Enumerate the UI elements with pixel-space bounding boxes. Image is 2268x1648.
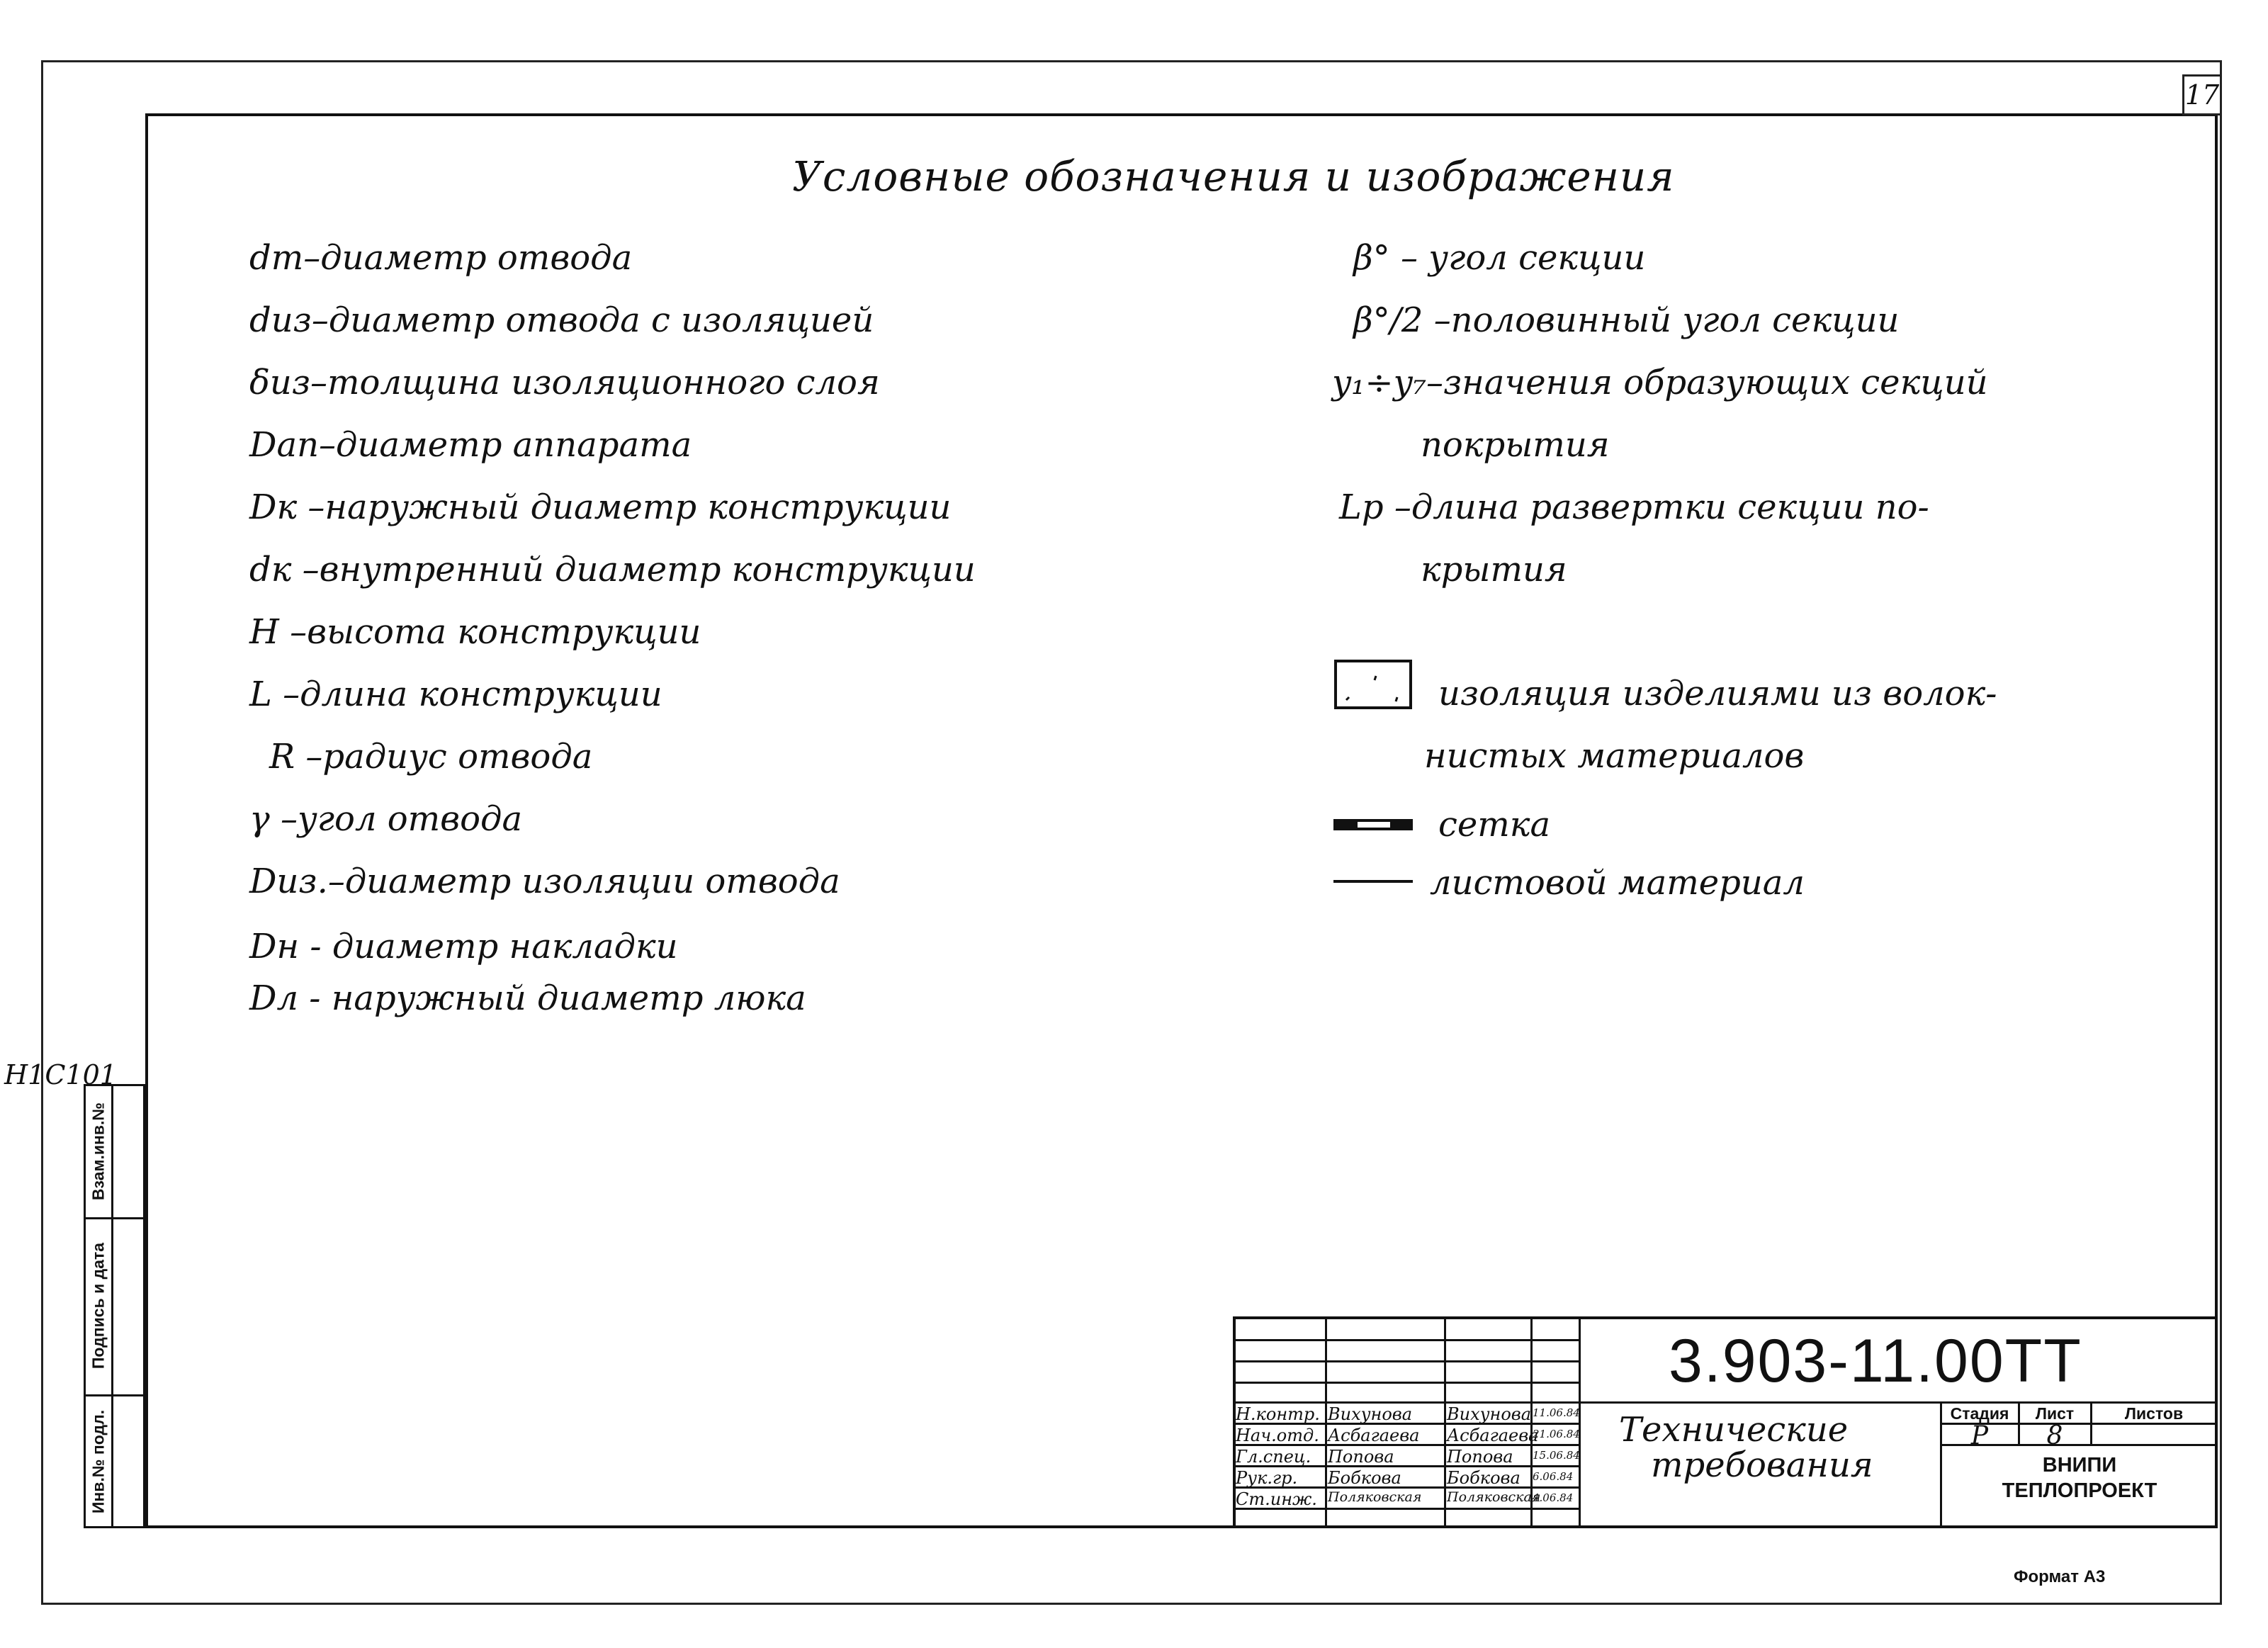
signature-date: 4.06.84 bbox=[1533, 1491, 1574, 1504]
sheets-label: Листов bbox=[2124, 1404, 2184, 1423]
signature-date: 21.06.84 bbox=[1533, 1428, 1580, 1440]
legend-item: H –высота конструкции bbox=[249, 612, 701, 652]
legend-item: Dл - наружный диаметр люка bbox=[249, 978, 806, 1018]
legend-item-lp: Lр –длина развертки секции по- bbox=[1339, 487, 1929, 527]
signature-sign: Вихунова bbox=[1447, 1404, 1532, 1424]
drawing-code: Н1С101 bbox=[4, 1059, 117, 1090]
legend-item-beta-half: β°/2 –половинный угол секции bbox=[1353, 300, 1900, 340]
signature-role: Гл.спец. bbox=[1236, 1447, 1311, 1467]
legend-item: dт–диаметр отвода bbox=[249, 238, 633, 278]
insulation-symbol-icon bbox=[1333, 659, 1413, 710]
legend-item-mesh: сетка bbox=[1438, 805, 1551, 845]
signature-role: Н.контр. bbox=[1236, 1404, 1320, 1424]
organization: ВНИПИ bbox=[2042, 1454, 2117, 1477]
signature-name: Бобкова bbox=[1328, 1468, 1401, 1488]
signature-role: Рук.гр. bbox=[1236, 1468, 1298, 1488]
format-label: Формат А3 bbox=[2014, 1567, 2106, 1586]
stage-value: Р bbox=[1970, 1421, 1989, 1450]
sheet-value: 8 bbox=[2046, 1421, 2063, 1450]
sheet-number: 17 bbox=[2182, 74, 2222, 115]
legend-item: Dап–диаметр аппарата bbox=[249, 425, 692, 465]
side-label-sign: Подпись и дата bbox=[89, 1242, 108, 1370]
legend-item-insulation: изоляция изделиями из волок- bbox=[1438, 674, 1997, 713]
signature-sign: Асбагаева bbox=[1447, 1426, 1539, 1445]
legend-item: Dиз.–диаметр изоляции отвода bbox=[249, 862, 840, 901]
document-name: требования bbox=[1651, 1445, 1873, 1485]
signature-date: 11.06.84 bbox=[1533, 1406, 1580, 1419]
organization: ТЕПЛОПРОЕКТ bbox=[2002, 1479, 2157, 1502]
side-label-swap: Взам.инв.№ bbox=[89, 1102, 108, 1201]
signature-role: Ст.инж. bbox=[1236, 1489, 1317, 1509]
legend-item-y-values: y₁÷y₇–значения образующих секций bbox=[1332, 363, 1988, 402]
legend-item-continuation: нистых материалов bbox=[1424, 736, 1805, 776]
side-label-inv: Инв.№ подл. bbox=[89, 1409, 108, 1514]
legend-item: γ –угол отвода bbox=[249, 799, 523, 839]
legend-item: R –радиус отвода bbox=[269, 737, 593, 777]
legend-item: dк –внутренний диаметр конструкции bbox=[249, 550, 976, 589]
signature-sign: Бобкова bbox=[1447, 1468, 1521, 1488]
legend-item: L –длина конструкции bbox=[249, 675, 662, 714]
signature-name: Вихунова bbox=[1328, 1404, 1413, 1424]
legend-item-beta: β° – угол секции bbox=[1353, 238, 1646, 278]
signature-sign: Поляковская bbox=[1447, 1489, 1541, 1505]
document-name: Технические bbox=[1619, 1410, 1849, 1450]
mesh-symbol-icon bbox=[1333, 816, 1413, 833]
sheet-label: Лист bbox=[2035, 1404, 2075, 1423]
legend-item: δиз–толщина изоляционного слоя bbox=[249, 363, 880, 402]
page-title: Условные обозначения и изображения bbox=[792, 152, 1675, 201]
legend-item: Dн - диаметр накладки bbox=[249, 927, 678, 966]
signature-date: 15.06.84 bbox=[1533, 1449, 1580, 1462]
signature-sign: Попова bbox=[1447, 1447, 1513, 1467]
legend-item: Dк –наружный диаметр конструкции bbox=[249, 487, 952, 527]
signature-role: Нач.отд. bbox=[1236, 1426, 1319, 1445]
stage-label: Стадия bbox=[1950, 1404, 2009, 1423]
sheet-material-symbol-icon bbox=[1333, 879, 1413, 884]
legend-item-sheet-material: листовой материал bbox=[1430, 863, 1805, 903]
legend-item-continuation: крытия bbox=[1421, 550, 1567, 589]
document-number: 3.903-11.00ТТ bbox=[1669, 1327, 2082, 1395]
legend-item: dиз–диаметр отвода с изоляцией bbox=[249, 300, 874, 340]
signature-name: Асбагаева bbox=[1328, 1426, 1420, 1445]
legend-item-continuation: покрытия bbox=[1421, 425, 1610, 465]
signature-name: Поляковская bbox=[1328, 1489, 1422, 1505]
signature-name: Попова bbox=[1328, 1447, 1394, 1467]
signature-date: 6.06.84 bbox=[1533, 1470, 1574, 1483]
side-stamp bbox=[84, 1084, 145, 1528]
